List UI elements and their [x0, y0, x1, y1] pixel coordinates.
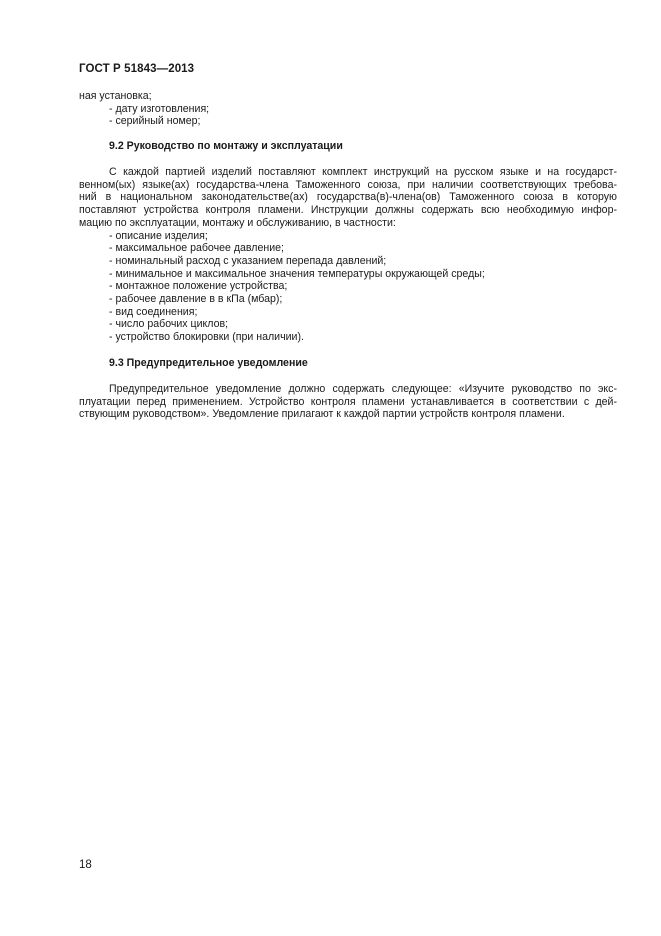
list-item: - устройство блокировки (при наличии).: [109, 331, 304, 344]
intro-continuation: ная установка;: [79, 90, 152, 102]
list-item: - дату изготовления;: [109, 102, 210, 115]
list-item: - серийный номер;: [109, 115, 201, 128]
list-item: - максимальное рабочее давление;: [109, 242, 284, 255]
section-9-2-title: 9.2 Руководство по монтажу и эксплуатации: [109, 140, 343, 152]
section-9-2-paragraph: [79, 166, 617, 344]
list-item: - монтажное положение устройства;: [109, 280, 288, 293]
paragraph-line: ний в национальном законодательстве(ах) государства(в)-члена(ов) Таможенного союза в которую: [79, 191, 617, 204]
list-item: - минимальное и максимальное значения температуры окружающей среды;: [109, 267, 485, 280]
page-number: 18: [79, 859, 92, 871]
paragraph-line: плуатации перед применением. Устройство контроля пламени устанавливается в соответствии с дей-: [79, 395, 617, 408]
paragraph-line: поставляют устройства контроля пламени. Инструкции должны содержать всю необходимую инфор-: [79, 204, 617, 217]
paragraph-line: мацию по эксплуатации, монтажу и обслуживанию, в частности:: [79, 216, 396, 229]
paragraph-line: Предупредительное уведомление должно содержать следующее: «Изучите руководство по экс-: [109, 383, 617, 395]
list-item: - число рабочих циклов;: [109, 318, 229, 331]
list-item: - рабочее давление в в кПа (мбар);: [109, 293, 283, 306]
intro-block: [79, 90, 617, 128]
paragraph-line: ствующим руководством». Уведомление прилагают к каждой партии устройств контроля пламени.: [79, 408, 565, 421]
paragraph-line: венном(ых) языке(ах) государства-члена Таможенного союза, при наличии соответствующих требова-: [79, 178, 617, 191]
section-9-3-paragraph: [79, 383, 617, 421]
list-item: - описание изделия;: [109, 229, 208, 242]
section-9-3-title: 9.3 Предупредительное уведомление: [109, 357, 308, 369]
list-item: - номинальный расход с указанием перепада давлений;: [109, 254, 387, 267]
list-item: - вид соединения;: [109, 305, 198, 318]
paragraph-line: С каждой партией изделий поставляют комплект инструкций на русском языке и на государст-: [109, 166, 617, 178]
document-header: ГОСТ Р 51843—2013: [79, 63, 195, 75]
